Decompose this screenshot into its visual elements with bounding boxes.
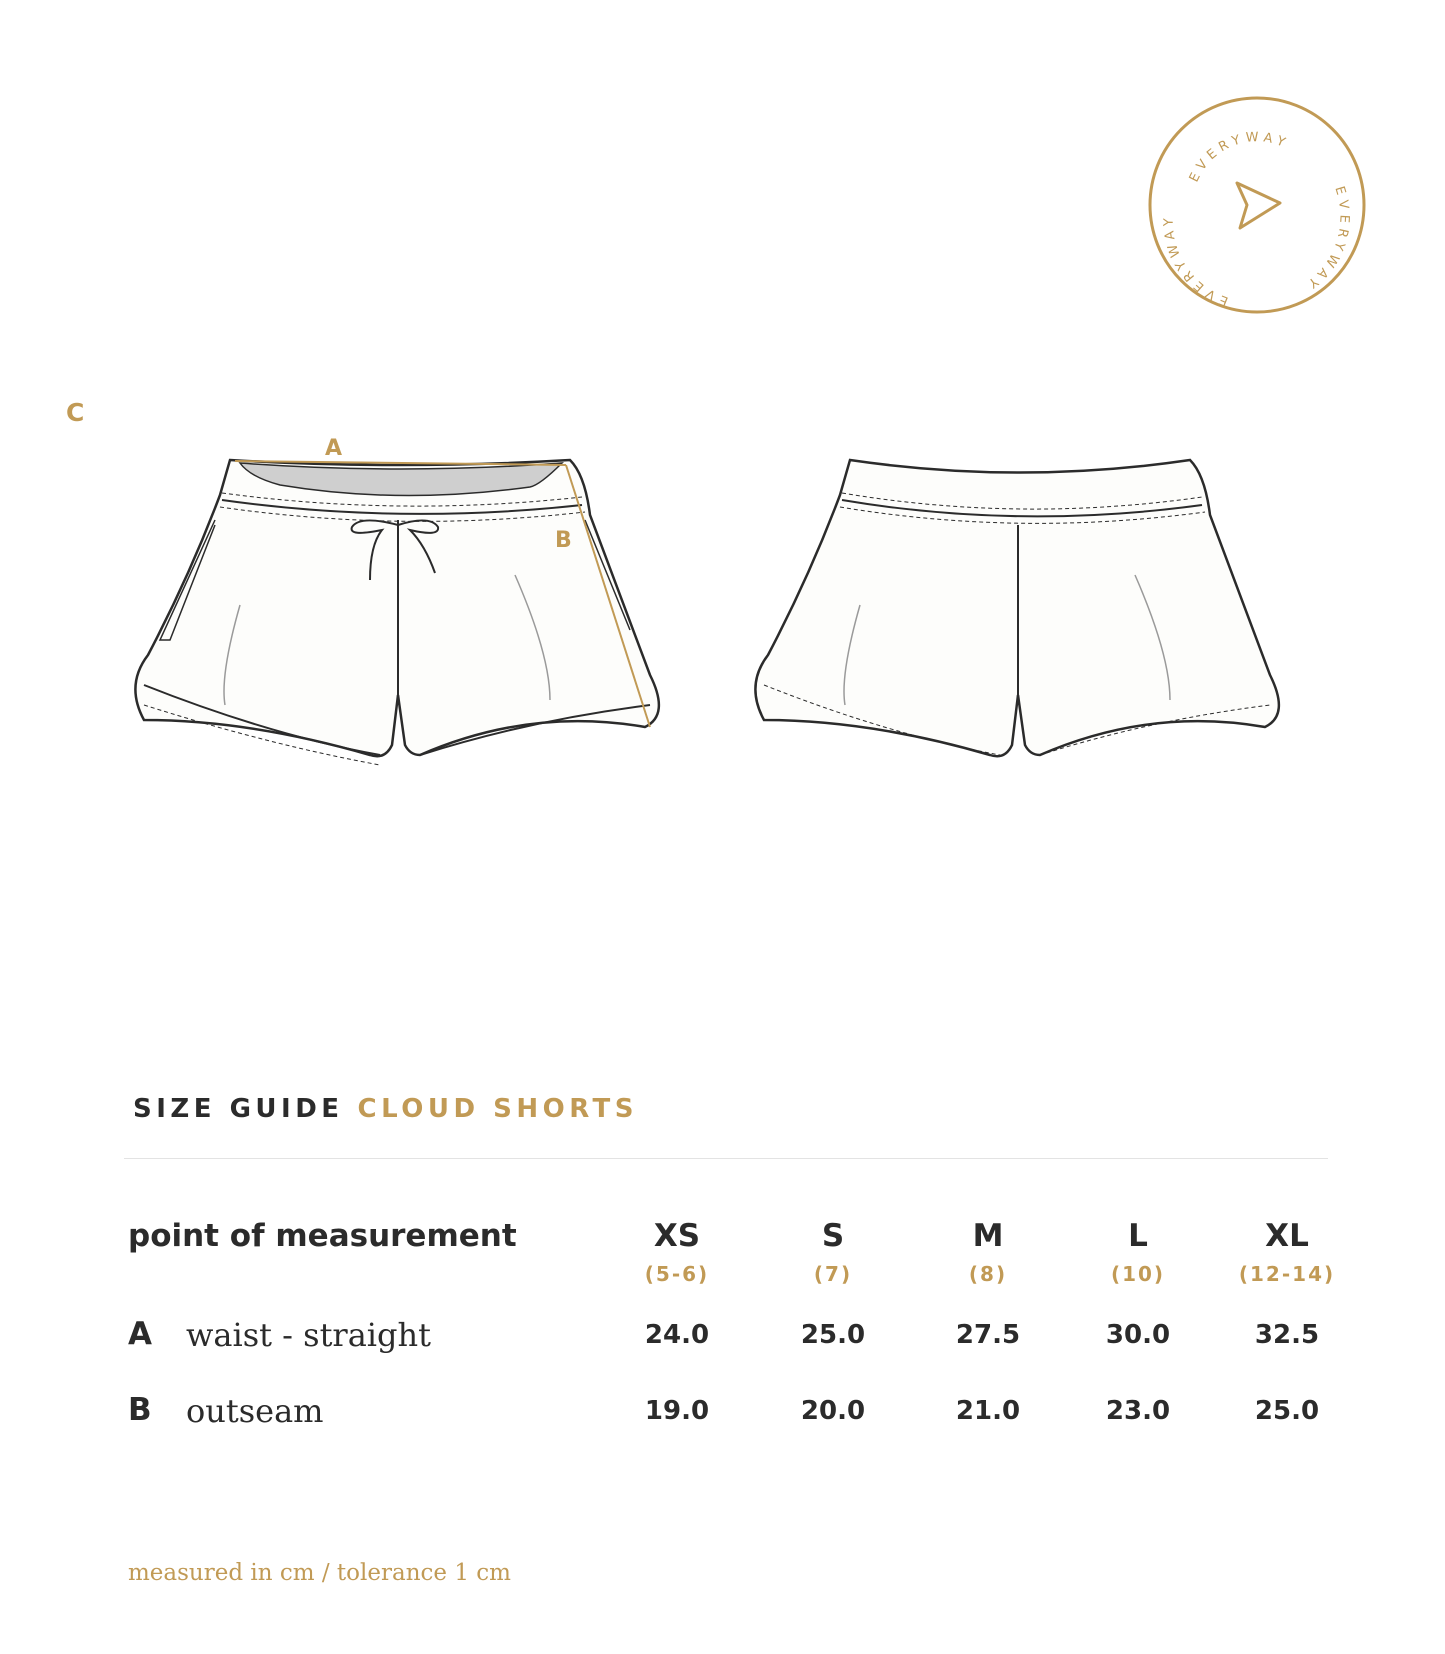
corner-letter: C [66, 398, 85, 427]
title-product: CLOUD SHORTS [357, 1094, 639, 1124]
svg-text:EVERYWAY [1187, 130, 1292, 185]
svg-text:EVERYWAY [1301, 185, 1351, 294]
row-b-name: outseam [186, 1392, 324, 1430]
shorts-front-drawing [130, 436, 730, 885]
row-a-value-xs: 24.0 [644, 1320, 710, 1350]
row-a-letter: A [128, 1316, 152, 1352]
size-sub-s: (7) [813, 1262, 853, 1286]
footnote: measured in cm / tolerance 1 cm [128, 1560, 511, 1586]
logo-mark [1237, 183, 1280, 228]
size-label-s: S [821, 1218, 845, 1254]
divider [124, 1158, 1328, 1159]
row-a-value-s: 25.0 [800, 1320, 866, 1350]
size-label-m: M [972, 1218, 1004, 1254]
row-b-value-s: 20.0 [800, 1396, 866, 1426]
row-b-value-xs: 19.0 [644, 1396, 710, 1426]
table-header-pom: point of measurement [128, 1218, 517, 1254]
row-a-value-xl: 32.5 [1254, 1320, 1320, 1350]
measure-a-label: A [325, 436, 343, 461]
size-label-xs: XS [653, 1218, 701, 1254]
row-a-value-l: 30.0 [1105, 1320, 1171, 1350]
shorts-back-drawing [750, 455, 1350, 885]
row-a-name: waist - straight [186, 1316, 431, 1354]
measure-b-label: B [555, 528, 572, 553]
logo-text-top: EVERYWAY [1186, 129, 1292, 185]
row-b-value-l: 23.0 [1105, 1396, 1171, 1426]
size-guide-title [133, 1094, 638, 1124]
size-sub-xs: (5-6) [644, 1262, 710, 1286]
logo-text-right: EVERYWAY [1301, 184, 1352, 294]
row-b-value-m: 21.0 [955, 1396, 1021, 1426]
size-sub-l: (10) [1110, 1262, 1166, 1286]
size-label-xl: XL [1265, 1218, 1309, 1254]
size-label-l: L [1128, 1218, 1148, 1254]
row-a-value-m: 27.5 [955, 1320, 1021, 1350]
everyway-logo [1145, 93, 1369, 317]
title-prefix: SIZE GUIDE [133, 1094, 344, 1124]
row-b-letter: B [128, 1392, 152, 1428]
row-b-value-xl: 25.0 [1254, 1396, 1320, 1426]
size-sub-xl: (12-14) [1238, 1262, 1336, 1286]
logo-text-left: EVERYWAY [1161, 213, 1231, 309]
size-sub-m: (8) [968, 1262, 1008, 1286]
